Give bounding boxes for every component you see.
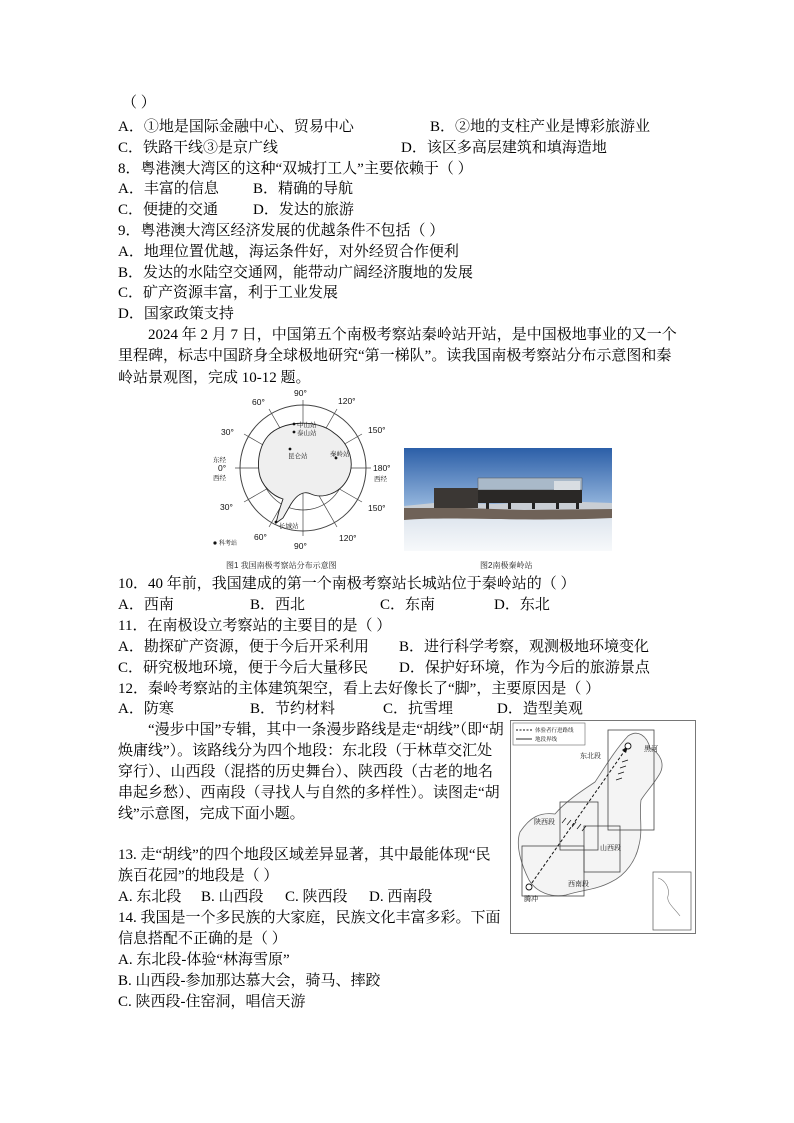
q10-option-d: D．东北 xyxy=(494,597,550,613)
label-west-longitude-left: 西经 xyxy=(213,475,226,482)
legend-route-label: 体验者行进路线 xyxy=(535,728,574,734)
q8-option-d: D．发达的旅游 xyxy=(253,202,354,218)
q8-option-a: A．丰富的信息 xyxy=(118,181,219,197)
label-60-top: 60° xyxy=(252,397,265,407)
q11-option-d: D．保护好环境，作为今后的旅游景点 xyxy=(399,660,650,676)
q10-stem: 10．40 年前，我国建成的第一个南极考察站长城站位于秦岭站的（ ） xyxy=(118,576,576,592)
q12-option-c: C．抗雪埋 xyxy=(383,701,454,717)
photo-stilt xyxy=(576,503,579,509)
q12-stem: 12．秦岭考察站的主体建筑架空，看上去好像长了“脚”，主要原因是（ ） xyxy=(118,681,601,697)
label-east-longitude-left: 东经 xyxy=(213,457,226,464)
station-dot xyxy=(289,448,292,451)
photo-building-panel xyxy=(554,481,580,490)
station-kunlun: 昆仑站 xyxy=(288,453,308,460)
q8-option-c: C．便捷的交通 xyxy=(118,202,219,218)
figure2-caption: 图2南极秦岭站 xyxy=(480,561,533,570)
q9-stem: 9．粤港澳大湾区经济发展的优越条件不包括（ ） xyxy=(118,223,445,239)
station-taishan: 泰山站 xyxy=(297,430,317,437)
photo-stilt xyxy=(532,503,535,509)
q14-stem: 14. 我国是一个多民族的大家庭，民族文化丰富多彩。下面信息搭配不正确的是（ ） xyxy=(118,910,501,947)
q8-option-b: B．精确的导航 xyxy=(253,181,354,197)
label-0: 0° xyxy=(218,463,227,473)
passage-hu-line: “漫步中国”专辑，其中一条漫步路线是走“胡线”（即“胡焕庸线”）。该路线分为四个地段：东北段（于林草交汇处穿行）、山西段（混搭的历史舞台）、陕西段（古老的地名串起乡愁）、西南段（寻找人与自然的多样性）。读图走“胡线”示意图，完成下面小题。 xyxy=(118,722,504,822)
legend-station-label: 科考站 xyxy=(219,541,238,547)
station-zhongshan: 中山站 xyxy=(297,422,317,429)
south-china-sea-inset xyxy=(653,872,691,930)
label-180: 180° xyxy=(373,463,391,473)
station-dot xyxy=(293,423,296,426)
photo-snow xyxy=(404,518,612,551)
q10-option-c: C．东南 xyxy=(380,597,436,613)
label-heihe: 黑河 xyxy=(644,746,658,753)
q10-option-b: B．西北 xyxy=(250,597,306,613)
photo-building-body xyxy=(478,490,582,503)
antarctica-outline xyxy=(258,423,351,523)
legend-dot-icon xyxy=(213,541,216,544)
q11-stem: 11．在南极设立考察站的主要目的是（ ） xyxy=(118,618,392,634)
q9-option-a: A．地理位置优越，海运条件好，对外经贸合作便利 xyxy=(118,244,459,260)
q8-stem: 8．粤港澳大湾区的这种“双城打工人”主要依赖于（ ） xyxy=(118,161,473,177)
q7-option-a: A．①地是国际金融中心、贸易中心 xyxy=(118,119,354,135)
map-legend xyxy=(513,723,585,745)
label-150-top: 150° xyxy=(368,425,386,435)
hu-line-route-map xyxy=(510,720,696,934)
q14-option-c: C. 陕西段-住窑洞，唱信天游 xyxy=(118,994,306,1010)
photo-stilt xyxy=(508,503,511,509)
label-southwest-segment: 西南段 xyxy=(568,881,589,888)
q13-option-d: D. 西南段 xyxy=(369,889,433,905)
label-30-bottom: 30° xyxy=(220,502,233,512)
label-tengchong: 腾冲 xyxy=(524,896,538,903)
q13-stem: 13. 走“胡线”的四个地段区域差异显著，其中最能体现“民族百花园”的地段是（ ） xyxy=(118,847,491,884)
q13-option-c: C. 陕西段 xyxy=(285,889,348,905)
legend-boundary-label: 地段界线 xyxy=(535,737,558,743)
q7-option-c: C．铁路干线③是京广线 xyxy=(118,140,279,156)
q7-answer-blank: （ ） xyxy=(122,95,156,111)
label-30-top: 30° xyxy=(221,427,234,437)
label-60-bottom: 60° xyxy=(254,532,267,542)
label-120-top: 120° xyxy=(338,396,356,406)
qinling-station-photo xyxy=(404,448,612,551)
label-120-bottom: 120° xyxy=(339,533,357,543)
q11-option-b: B．进行科学考察，观测极地环境变化 xyxy=(399,639,650,655)
q13-option-b: B. 山西段 xyxy=(201,889,264,905)
label-west-longitude-right: 西经 xyxy=(374,476,387,483)
photo-stilt xyxy=(556,503,559,509)
q7-option-d: D．该区多高层建筑和填海造地 xyxy=(401,140,607,156)
station-dot xyxy=(293,431,296,434)
label-shaanxi-segment: 陕西段 xyxy=(534,819,555,826)
q12-option-d: D．造型美观 xyxy=(497,701,583,717)
q7-option-b: B．②地的支柱产业是博彩旅游业 xyxy=(430,119,651,135)
q12-option-b: B．节约材料 xyxy=(250,701,336,717)
map-legend xyxy=(213,539,237,547)
q14-option-a: A. 东北段-体验“林海雪原” xyxy=(118,952,290,968)
q14-option-b: B. 山西段-参加那达慕大会，骑马、摔跤 xyxy=(118,973,381,989)
q9-option-b: B．发达的水陆空交通网，能带动广阔经济腹地的发展 xyxy=(118,265,474,281)
q10-option-a: A．西南 xyxy=(118,597,174,613)
tengchong-marker xyxy=(526,884,532,890)
q11-option-a: A．勘探矿产资源，便于今后开采利用 xyxy=(118,639,369,655)
q9-option-c: C．矿产资源丰富，利于工业发展 xyxy=(118,285,339,301)
station-dot xyxy=(275,521,278,524)
label-northeast-segment: 东北段 xyxy=(580,753,601,760)
q12-option-a: A．防寒 xyxy=(118,701,174,717)
passage-antarctica: 2024 年 2 月 7 日，中国第五个南极考察站秦岭站开站，是中国极地事业的又一个里程碑，标志中国跻身全球极地研究“第一梯队”。读我国南极考察站分布示意图和秦岭站景观图，完成 10-12 题。 xyxy=(118,327,677,386)
label-150-bottom: 150° xyxy=(368,503,386,513)
station-qinling: 秦岭站 xyxy=(330,451,350,458)
label-90-bottom: 90° xyxy=(294,541,307,551)
photo-side-building xyxy=(434,488,478,508)
figure1-caption: 图1 我国南极考察站分布示意图 xyxy=(226,561,337,570)
station-changcheng: 长城站 xyxy=(279,523,299,530)
q13-option-a: A. 东北段 xyxy=(118,889,182,905)
label-90-top: 90° xyxy=(294,388,307,398)
label-shanxi-segment: 山西段 xyxy=(600,845,621,852)
q9-option-d: D．国家政策支持 xyxy=(118,306,234,322)
heihe-marker xyxy=(625,743,631,749)
antarctic-station-map xyxy=(210,386,402,560)
q11-option-c: C．研究极地环境，便于今后大量移民 xyxy=(118,660,369,676)
photo-stilt xyxy=(486,503,489,509)
